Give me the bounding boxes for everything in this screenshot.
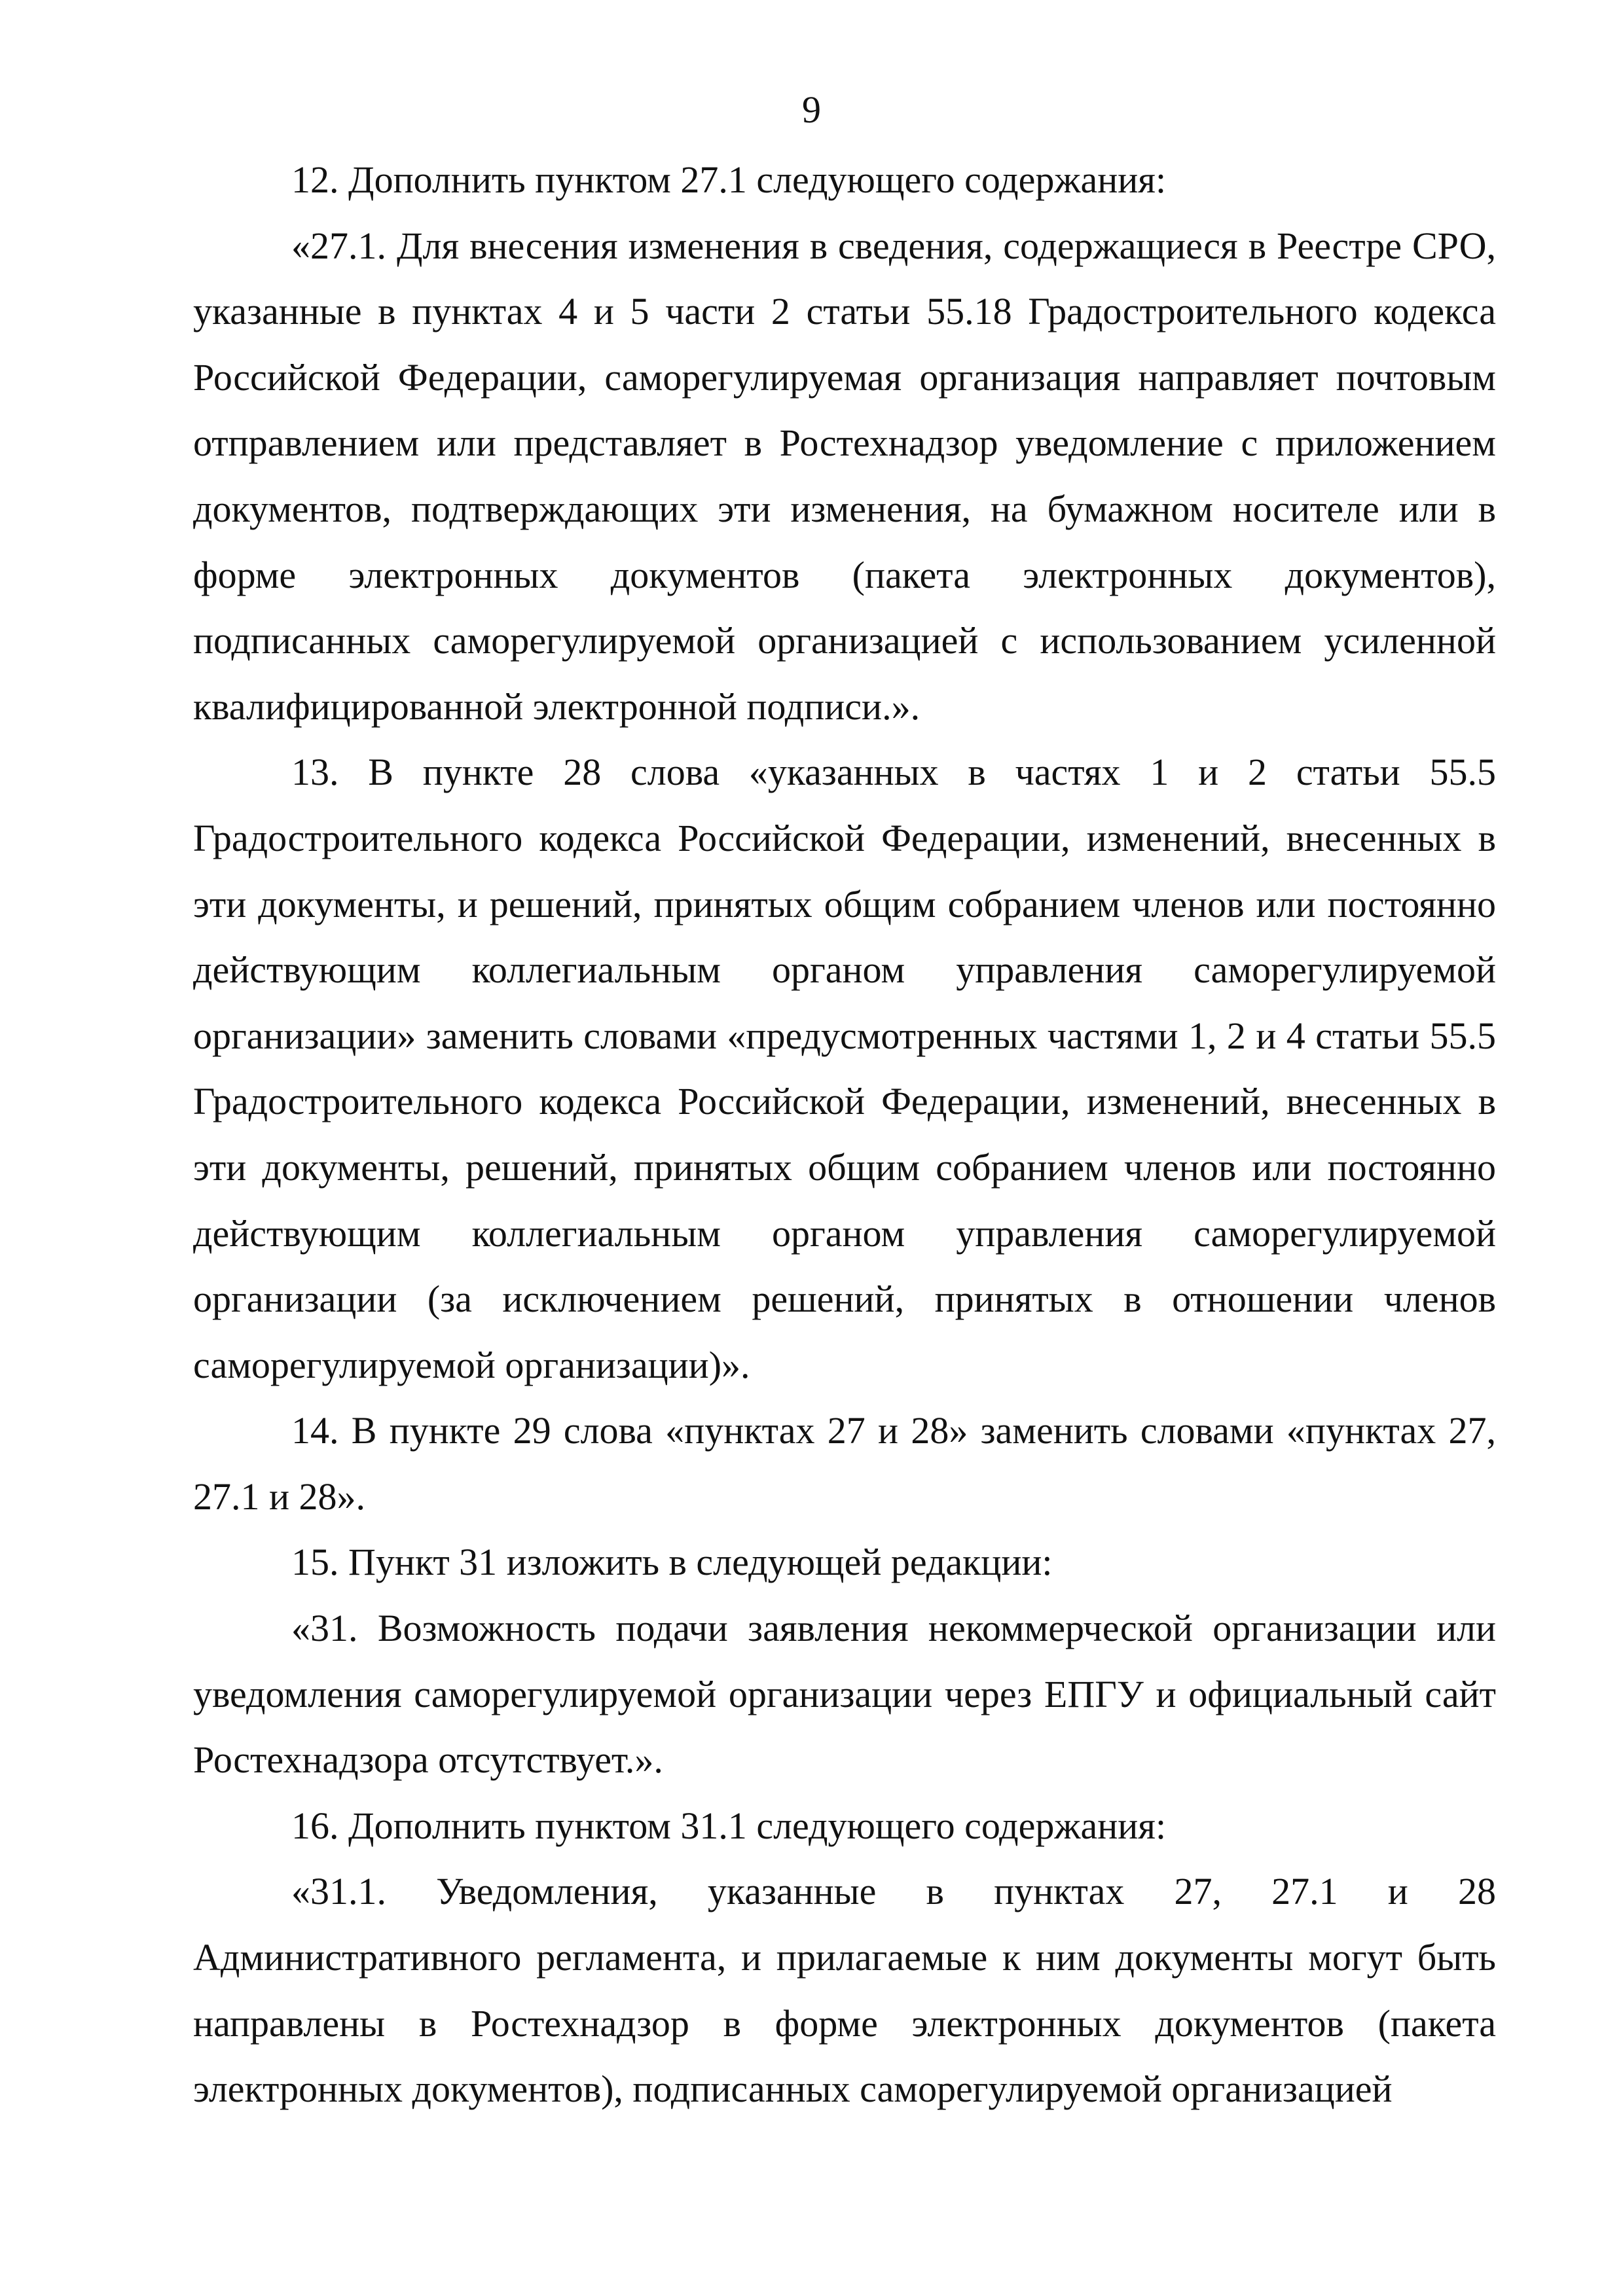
- paragraph-15: 15. Пункт 31 изложить в следующей редакции:: [291, 1541, 1053, 1584]
- paragraph-13: 13. В пункте 28 слова «указанных в частях 1 и 2 статьи 55.5 Градостроительного кодекса Российской Федерации, изменений, внесенных в эти документы, и решений, принятых общим собранием членов или постоянно действующим коллегиальным органом управления саморегулируемой организации» заменить словами «предусмотренных частями 1, 2 и 4 статьи 55.5 Градостроительного кодекса Российской Федерации, изменений, внесенных в эти документы, решений, принятых общим собранием членов или постоянно действующим коллегиальным органом управления саморегулируемой организации (за исключением решений, принятых в отношении членов саморегулируемой организации)».: [193, 751, 1496, 1386]
- document-body: [193, 147, 1496, 2123]
- paragraph-16: 16. Дополнить пунктом 31.1 следующего содержания:: [291, 1804, 1167, 1847]
- paragraph-31-1-text: «31.1. Уведомления, указанные в пунктах 27, 27.1 и 28 Административного регламента, и прилагаемые к ним документы могут быть направлены в Ростехнадзор в форме электронных документов (пакета электронных документов), подписанных саморегулируемой организацией: [193, 1870, 1496, 2111]
- paragraph-14: 14. В пункте 29 слова «пунктах 27 и 28» заменить словами «пунктах 27, 27.1 и 28».: [193, 1409, 1496, 1518]
- page-number: 9: [802, 88, 821, 131]
- paragraph-27-1-text: «27.1. Для внесения изменения в сведения, содержащиеся в Реестре СРО, указанные в пунктах 4 и 5 части 2 статьи 55.18 Градостроительного кодекса Российской Федерации, саморегулируемая организация направляет почтовым отправлением или представляет в Ростехнадзор уведомление с приложением документов, подтверждающих эти изменения, на бумажном носителе или в форме электронных документов (пакета электронных документов), подписанных саморегулируемой организацией с использованием усиленной квалифицированной электронной подписи.».: [193, 224, 1496, 728]
- paragraph-12: 12. Дополнить пунктом 27.1 следующего содержания:: [291, 158, 1167, 201]
- paragraph-31-text: «31. Возможность подачи заявления некоммерческой организации или уведомления саморегулируемой организации через ЕПГУ и официальный сайт Ростехнадзора отсутствует.».: [193, 1607, 1496, 1782]
